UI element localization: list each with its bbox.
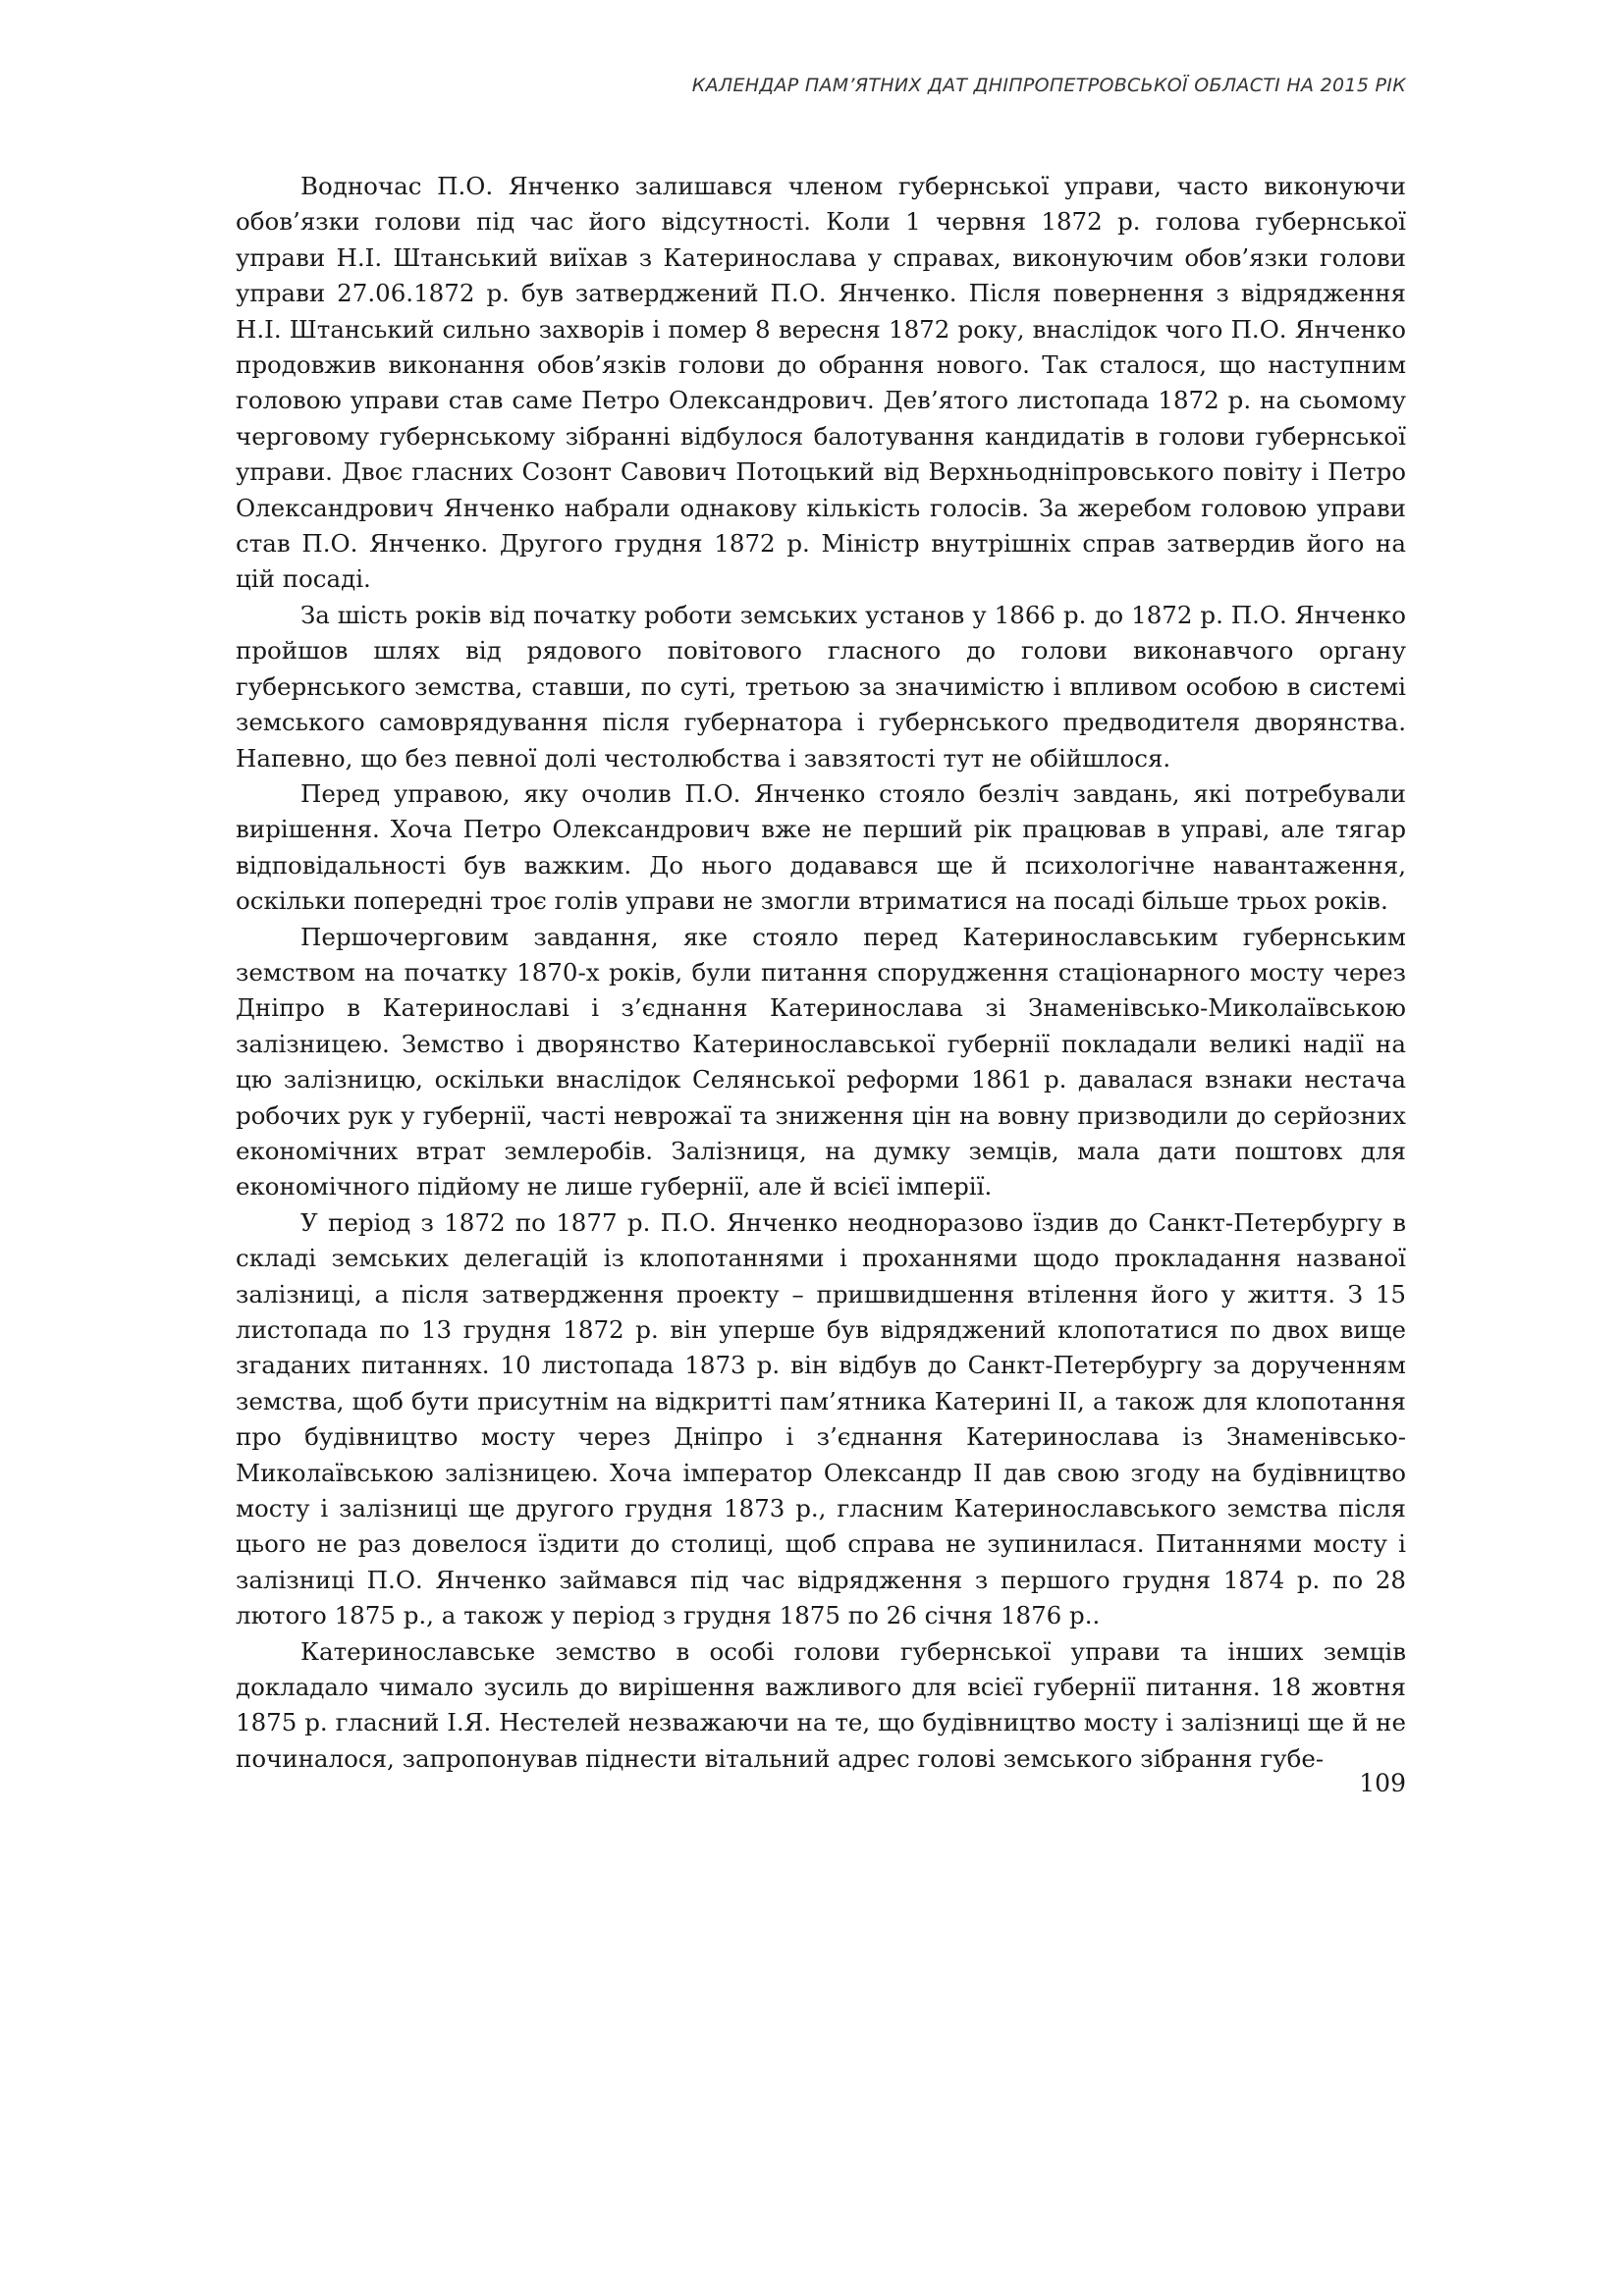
page-number: 109 xyxy=(1359,1769,1406,1797)
paragraph: Перед управою, яку очолив П.О. Янченко стояло безліч завдань, які потребували вирішення. Хоча Петро Олександрович вже не перший рік працював в управі, але тягар відповідальності був важким. До нього додавався ще й психологічне навантаження, оскільки попередні троє голів управи не змогли втриматися на посаді більше трьох років. xyxy=(236,778,1406,916)
paragraph: Водночас П.О. Янченко залишався членом губернської управи, часто виконуючи обов’язки голови під час його відсутності. Коли 1 червня 1872 р. голова губернської управи Н.І. Штанський виїхав з Катеринослава у справах, виконуючим обов’язки голови управи 27.06.1872 р. був затверджений П.О. Янченко. Після повернення з відрядження Н.І. Штанський сильно захворів і помер 8 вересня 1872 року, внаслідок чого П.О. Янченко продовжив виконання обов’язків голови до обрання нового. Так сталося, що наступним головою управи став саме Петро Олександрович. Дев’ятого листопада 1872 р. на сьомому черговому губернському зібранні відбулося балотування кандидатів в голови губернської управи. Двоє гласних Созонт Савович Потоцький від Верхньодніпровського повіту і Петро Олександрович Янченко набрали однакову кількість голосів. За жеребом головою управи став П.О. Янченко. Другого грудня 1872 р. Міністр внутрішніх справ затвердив його на цій посаді. xyxy=(236,172,1406,594)
paragraph: Катеринославське земство в особі голови губернської управи та інших земців докладало чимало зусиль до вирішення важливого для всієї губернії питання. 18 жовтня 1875 р. гласний І.Я. Нестелей незважаючи на те, що будівництво мосту і залізниці ще й не починалося, запропонував піднести вітальний адрес голові земського зібрання губе- xyxy=(236,1636,1406,1773)
main-text xyxy=(236,169,1406,1777)
running-header: КАЛЕНДАР ПАМ’ЯТНИХ ДАТ ДНІПРОПЕТРОВСЬКОЇ ОБЛАСТІ НА 2015 РІК xyxy=(691,75,1406,96)
paragraph: За шість років від початку роботи земських установ у 1866 р. до 1872 р. П.О. Янченко пройшов шлях від рядового повітового гласного до голови виконавчого органу губернського земства, ставши, по суті, третьою за значимістю і впливом особою в системі земського самоврядування після губернатора і губернського предводителя дворянства. Напевно, що без певної долі честолюбства і завзятості тут не обійшлося. xyxy=(236,600,1406,773)
paragraph: Першочерговим завдання, яке стояло перед Катеринославським губернським земством на початку 1870-х років, були питання спорудження стаціонарного мосту через Дніпро в Катеринославі і з’єднання Катеринослава зі Знаменівсько-Миколаївською залізницею. Земство і дворянство Катеринославської губернії покладали великі надії на цю залізницю, оскільки внаслідок Селянської реформи 1861 р. давалася взнаки нестача робочих рук у губернії, часті неврожаї та зниження цін на вовну призводили до серйозних економічних втрат землеробів. Залізниця, на думку земців, мала дати поштовх для економічного підйому не лише губернії, але й всієї імперії. xyxy=(236,922,1406,1201)
paragraph: У період з 1872 по 1877 р. П.О. Янченко неодноразово їздив до Санкт-Петербургу в складі земських делегацій із клопотаннями і проханнями щодо прокладання названої залізниці, а після затвердження проекту – пришвидшення втілення його у життя. З 15 листопада по 13 грудня 1872 р. він уперше був відряджений клопотатися по двох вище згаданих питаннях. 10 листопада 1873 р. він відбув до Санкт-Петербургу за дорученням земства, щоб бути присутнім на відкритті пам’ятника Катерині ІІ, а також для клопотання про будівництво мосту через Дніпро і з’єднання Катеринослава із Знаменівсько-Миколаївською залізницею. Хоча імператор Олександр ІІ дав свою згоду на будівництво мосту і залізниці ще другого грудня 1873 р., гласним Катеринославського земства після цього не раз довелося їздити до столиці, щоб справа не зупинилася. Питаннями мосту і залізниці П.О. Янченко займався під час відрядження з першого грудня 1874 р. по 28 лютого 1875 р., а також у період з грудня 1875 по 26 січня 1876 р.. xyxy=(236,1207,1406,1630)
